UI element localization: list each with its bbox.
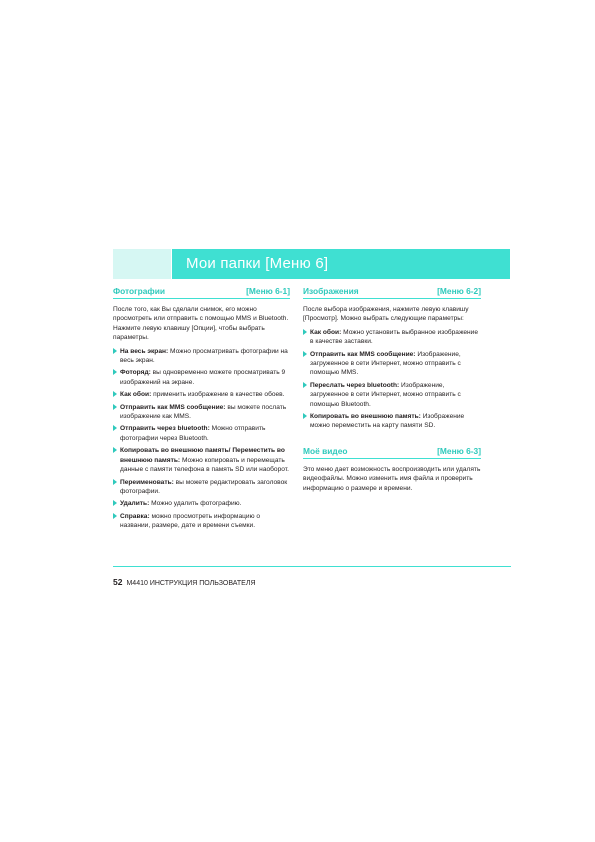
photos-title: Фотографии [113, 286, 166, 296]
option-term: Копировать во внешнюю память: [310, 413, 421, 421]
option-text: Можно отправить фотографии через Bluetooth. [120, 425, 266, 442]
option-term: Переслать через bluetooth: [310, 381, 400, 389]
photos-header [113, 286, 290, 299]
list-item [113, 478, 290, 497]
images-options-list [303, 328, 481, 431]
photos-menu-tag: [Меню 6-1] [246, 286, 290, 296]
option-text: применить изображение в качестве обоев. [151, 391, 285, 399]
right-column [303, 286, 481, 497]
option-term: Справка: [120, 512, 150, 520]
list-item [303, 381, 481, 409]
list-item [303, 412, 481, 431]
list-item [113, 512, 290, 531]
images-title: Изображения [303, 286, 359, 296]
bullet-arrow-icon [113, 447, 117, 453]
video-description: Это меню дает возможность воспроизводить или удалять видеофайлы. Можно изменить имя файла и проверить информацию о размере и времени. [303, 465, 481, 492]
list-item [113, 390, 290, 399]
list-item [303, 328, 481, 347]
list-item [113, 424, 290, 443]
option-term: Отправить через bluetooth: [120, 425, 210, 433]
option-term: Отправить как MMS сообщение: [310, 350, 416, 358]
bullet-arrow-icon [303, 351, 307, 357]
photos-options-list [113, 347, 290, 531]
video-header [303, 446, 481, 459]
page-footer [113, 572, 256, 590]
images-header [303, 286, 481, 299]
option-text: Изображение, загруженное в сети Интернет, можно отправить с помощью Bluetooth. [310, 381, 461, 408]
bullet-arrow-icon [113, 369, 117, 375]
bullet-arrow-icon [113, 404, 117, 410]
bullet-arrow-icon [113, 513, 117, 519]
option-term: Отправить как MMS сообщение: [120, 403, 226, 411]
option-text: Можно копировать и перемещать данные с памяти телефона в память SD или наоборот. [120, 456, 289, 474]
section-spacer [303, 434, 481, 446]
option-text: можно просмотреть информацию о названии, размере, дате и времени съемки. [120, 512, 261, 530]
list-item [113, 368, 290, 387]
option-term: Переименовать: [120, 478, 174, 486]
list-item [113, 403, 290, 422]
footer-title: M4410 ИНСТРУКЦИЯ ПОЛЬЗОВАТЕЛЯ [126, 580, 256, 587]
option-text: вы одновременно можете просматривать 9 изображений на экране. [120, 369, 286, 386]
video-title: Моё видео [303, 445, 348, 456]
video-menu-tag: [Меню 6-3] [437, 445, 481, 456]
bullet-arrow-icon [113, 500, 117, 506]
option-term: Фоторяд: [120, 369, 151, 377]
option-term: На весь экран: [120, 347, 169, 355]
option-text: вы можете послать изображение как MMS. [120, 403, 287, 421]
images-menu-tag: [Меню 6-2] [437, 286, 481, 296]
images-intro: После выбора изображения, нажмите левую клавишу [Просмотр]. Можно выбрать следующие параметры: [303, 306, 469, 323]
bullet-arrow-icon [303, 413, 307, 419]
option-text: вы можете редактировать заголовок фотографии. [120, 478, 288, 495]
page-title: Мои папки [Меню 6] [186, 255, 329, 272]
bullet-arrow-icon [303, 382, 307, 388]
left-column [113, 286, 290, 534]
bullet-arrow-icon [113, 348, 117, 354]
photos-intro: После того, как Вы сделали снимок, его можно просмотреть или отправить с помощью MMS и Bluetooth. Нажмите левую клавишу [Опции], чтобы выбрать параметры. [113, 306, 289, 342]
list-item [303, 350, 481, 378]
section-banner [172, 249, 510, 279]
bullet-arrow-icon [113, 479, 117, 485]
bullet-arrow-icon [303, 329, 307, 335]
list-item [113, 446, 290, 474]
bullet-arrow-icon [113, 425, 117, 431]
banner-left-block [113, 249, 171, 279]
option-term: Удалить: [120, 500, 150, 508]
option-text: Можно просматривать фотографии на весь экран. [120, 347, 288, 365]
option-term: Как обои: [310, 328, 342, 336]
page-number: 52 [113, 577, 123, 587]
footer-divider [113, 566, 511, 567]
option-text: Можно удалить фотографию. [149, 500, 242, 508]
option-text: Изображение, загруженное в сети Интернет, можно отправить с помощью MMS. [310, 350, 461, 377]
option-text: Изображение можно переместить на карту памяти SD. [310, 413, 465, 430]
option-text: Можно установить выбранное изображение в качестве заставки. [310, 328, 479, 346]
bullet-arrow-icon [113, 391, 117, 397]
option-term: Как обои: [120, 391, 152, 399]
list-item [113, 499, 290, 508]
list-item [113, 347, 290, 366]
option-term: Копировать во внешнюю память/ Переместить во внешнюю память: [120, 447, 285, 464]
